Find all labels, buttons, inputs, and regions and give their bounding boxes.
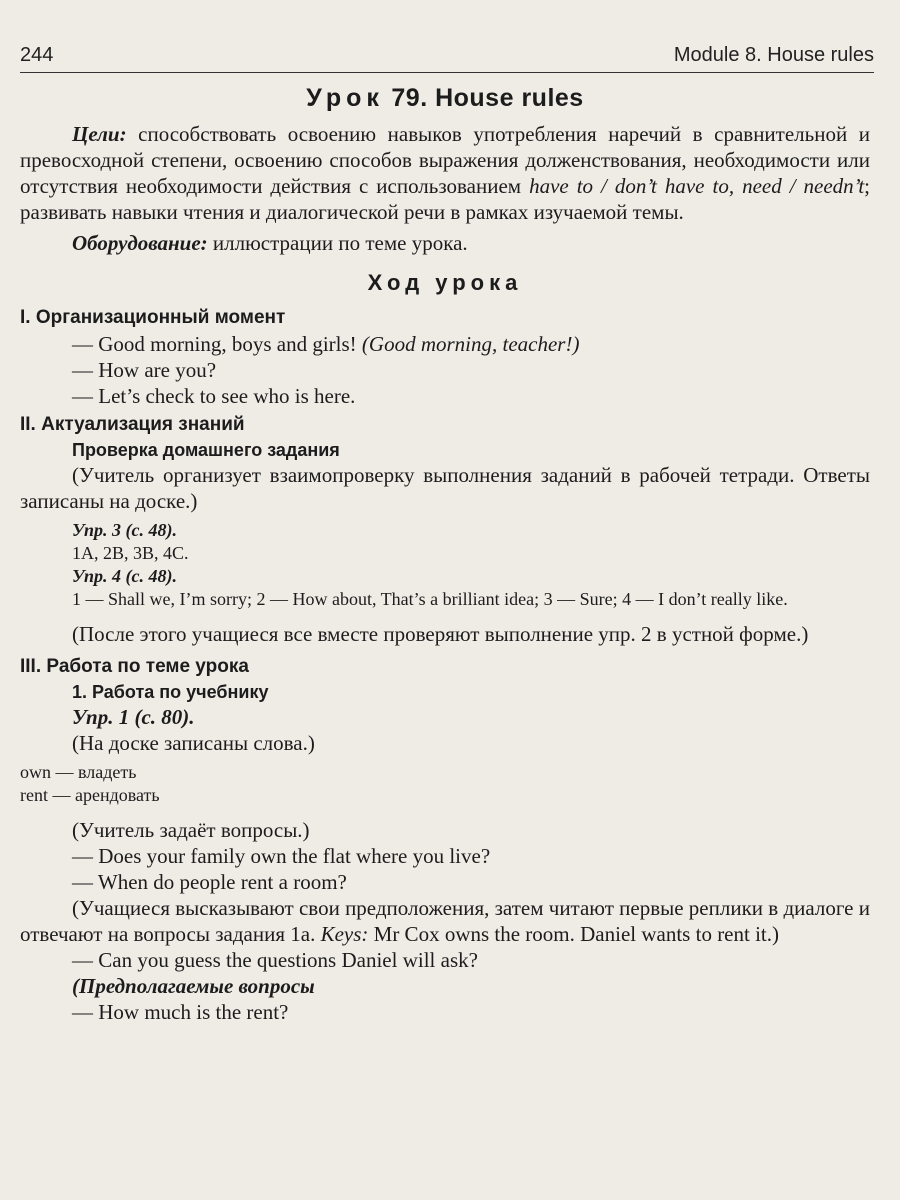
exercise-4-answers: 1 — Shall we, I’m sorry; 2 — How about, That’s a brilliant idea; 3 — Sure; 4 — I don’t really like. — [72, 589, 788, 609]
page-content — [20, 84, 870, 1025]
teacher-asks: (Учитель задаёт вопросы.) — [72, 818, 310, 842]
question-rent-price: — How much is the rent? — [72, 1000, 289, 1024]
section-1-heading: I. Организационный момент — [20, 307, 286, 328]
expected-questions-label: (Предполагаемые вопросы — [72, 974, 315, 998]
students-text: (Учащиеся высказывают свои предположения, затем читают первые реплики в диалоге и отвечают на вопросы задания 1a. — [20, 896, 870, 946]
greeting-text: — Good morning, boys and girls! — [72, 332, 357, 356]
running-head — [20, 44, 874, 67]
check-line: — Let’s check to see who is here. — [72, 384, 356, 408]
equipment-paragraph — [20, 230, 870, 256]
how-are-you-line: — How are you? — [72, 358, 217, 382]
greeting-line — [20, 331, 870, 357]
lesson-title — [20, 84, 870, 113]
exercise-3-answers: 1A, 2B, 3B, 4C. — [72, 543, 189, 563]
homework-check-heading: Проверка домашнего задания — [72, 440, 340, 460]
question-guess: — Can you guess the questions Daniel will ask? — [72, 948, 478, 972]
running-title: Module 8. House rules — [673, 44, 874, 66]
keys-label: Keys: — [320, 922, 369, 946]
peer-check-paragraph: (Учитель организует взаимопроверку выполнения заданий в рабочей тетради. Ответы записаны на доске.) — [20, 463, 870, 513]
section-2-heading: II. Актуализация знаний — [20, 414, 245, 435]
board-note: (На доске записаны слова.) — [72, 731, 315, 755]
question-rent-room: — When do people rent a room? — [72, 870, 347, 894]
lesson-title-rest: 79. House rules — [391, 84, 584, 112]
goals-italic-2: need / needn’t — [742, 174, 865, 198]
students-paragraph — [20, 895, 870, 947]
goals-label: Цели: — [72, 122, 127, 146]
equipment-text: иллюстрации по теме урока. — [212, 231, 468, 255]
vocab-rent: rent — арендовать — [20, 785, 160, 805]
exercise-3-label: Упр. 3 (с. 48). — [72, 520, 178, 540]
section-3-heading: III. Работа по теме урока — [20, 656, 249, 677]
goals-paragraph — [20, 121, 870, 225]
goals-text-1: способствовать освоению навыков употребления наречий в сравнительной и превосходной степени, освоению способов выражения долженствования, необходимости или отсутствия необходимости действия с использованием — [20, 122, 871, 198]
textbook-work-heading: 1. Работа по учебнику — [72, 682, 269, 702]
page-number: 244 — [20, 44, 54, 66]
lesson-title-word: Урок — [306, 84, 384, 112]
greeting-reply: (Good morning, teacher!) — [361, 332, 580, 356]
question-own-flat: — Does your family own the flat where you live? — [72, 844, 491, 868]
exercise-4-label: Упр. 4 (с. 48). — [72, 566, 178, 586]
course-title: Ход урока — [367, 270, 523, 295]
header-rule — [20, 72, 874, 73]
equipment-label: Оборудование: — [72, 231, 208, 255]
exercise-1-label: Упр. 1 (с. 80). — [72, 705, 195, 729]
vocab-own: own — владеть — [20, 762, 137, 782]
oral-check-paragraph: (После этого учащиеся все вместе проверяют выполнение упр. 2 в устной форме.) — [72, 622, 809, 646]
goals-text-2: ; развивать навыки чтения и диалогической речи в рамках изучаемой темы. — [20, 174, 871, 224]
keys-text: Mr Cox owns the room. Daniel wants to rent it.) — [373, 922, 779, 946]
goals-italic-1: have to / don’t have to, — [529, 174, 735, 198]
